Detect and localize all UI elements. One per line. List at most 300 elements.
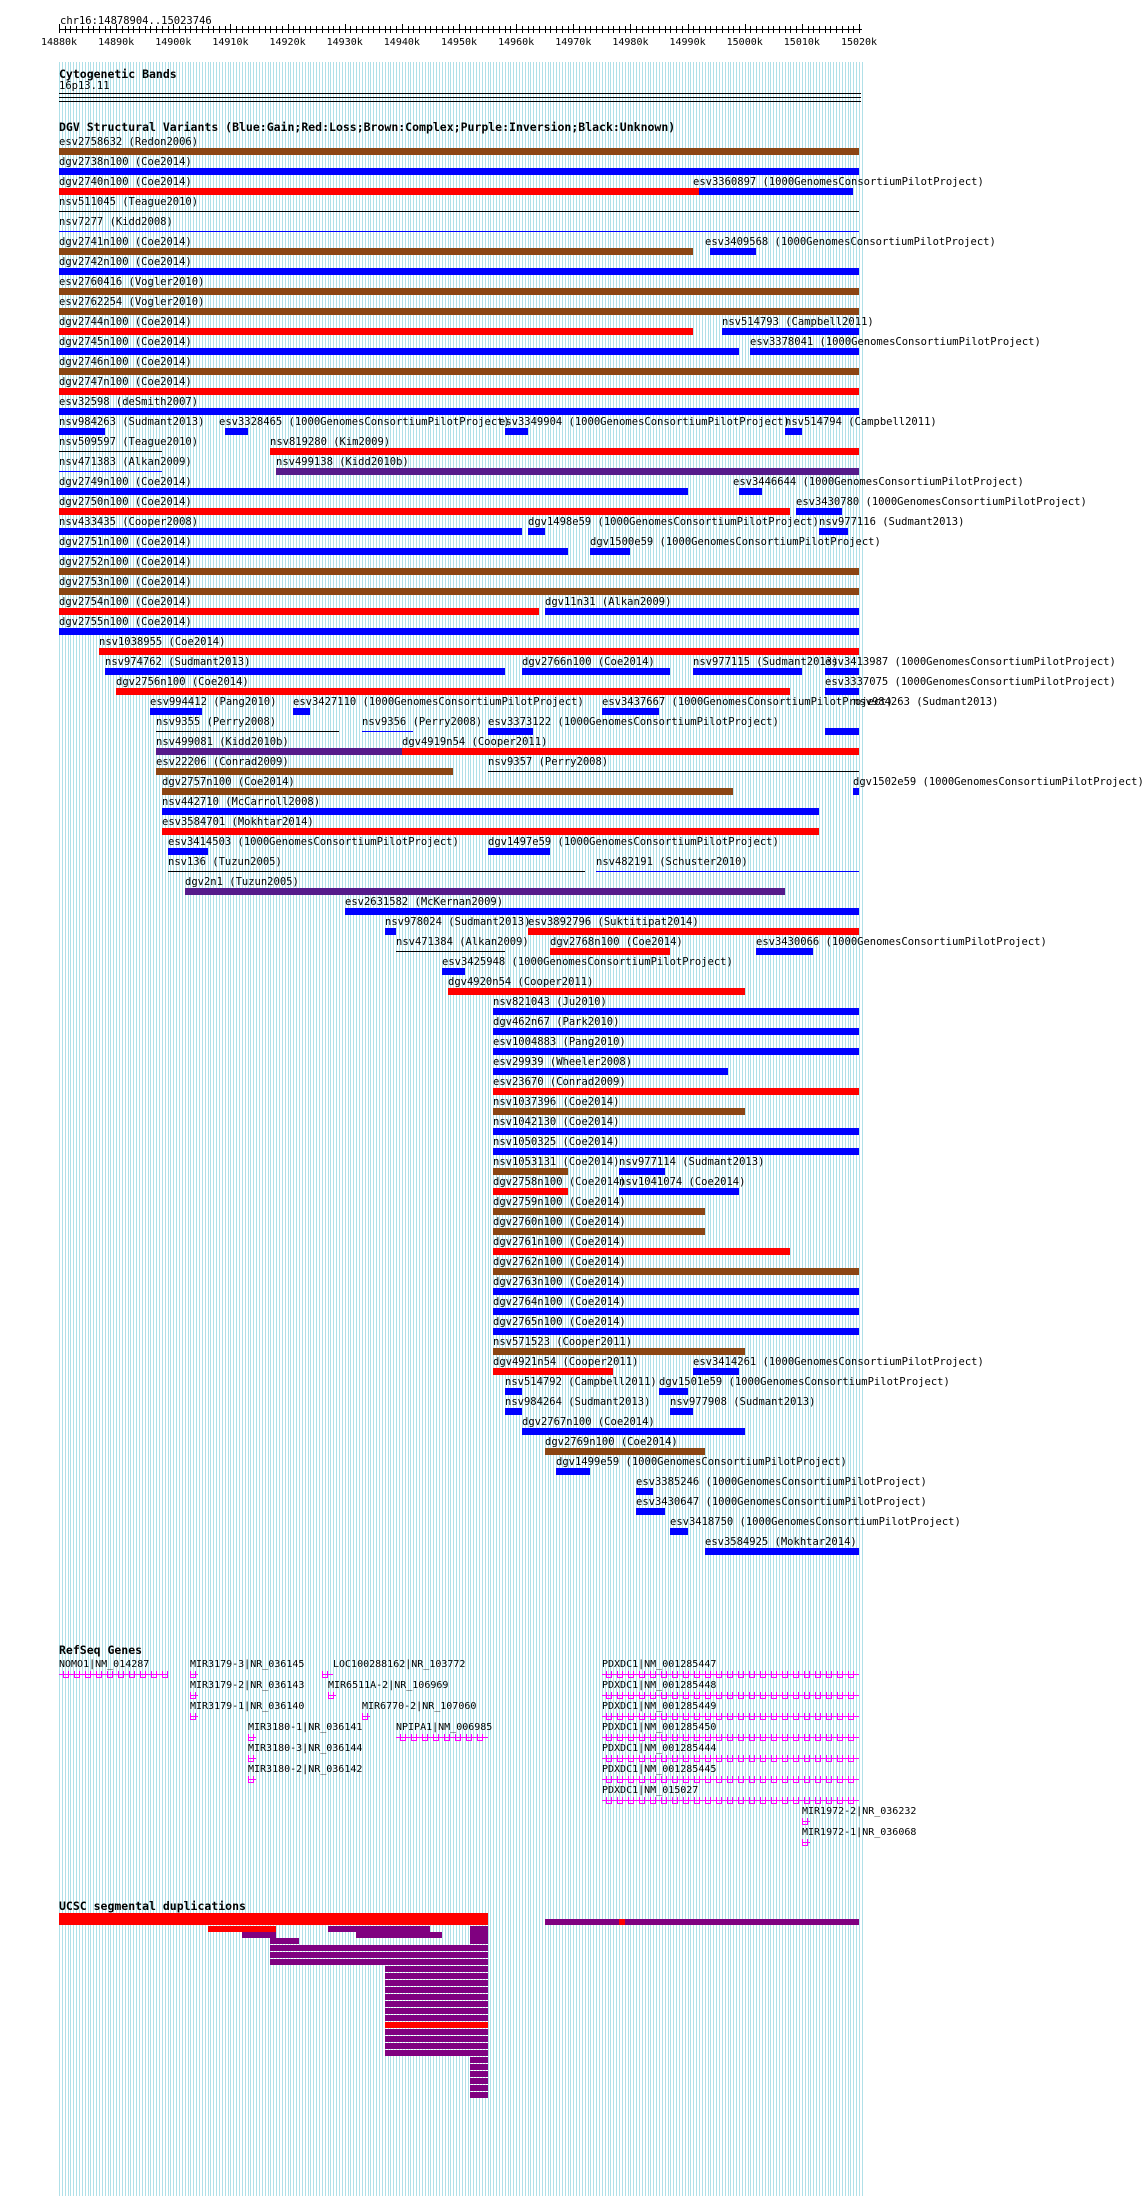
gene-model[interactable] <box>396 1737 488 1738</box>
variant-bar[interactable] <box>545 1448 705 1455</box>
variant-label[interactable]: dgv2756n100 (Coe2014) <box>116 676 249 688</box>
variant-bar[interactable] <box>796 508 842 515</box>
variant-label[interactable]: nsv471383 (Alkan2009) <box>59 456 192 468</box>
variant-bar[interactable] <box>493 1348 745 1355</box>
variant-bar[interactable] <box>225 428 248 435</box>
variant-bar[interactable] <box>168 848 208 855</box>
variant-bar[interactable] <box>693 1368 739 1375</box>
variant-label[interactable]: nsv974762 (Sudmant2013) <box>105 656 251 668</box>
segdup-bar[interactable] <box>470 1938 488 1944</box>
variant-label[interactable]: dgv2764n100 (Coe2014) <box>493 1296 626 1308</box>
variant-label[interactable]: dgv2n1 (Tuzun2005) <box>185 876 299 888</box>
variant-label[interactable]: nsv977116 (Sudmant2013) <box>819 516 965 528</box>
segdup-bar[interactable] <box>676 1919 688 1925</box>
variant-bar[interactable] <box>59 408 859 415</box>
variant-label[interactable]: esv1004883 (Pang2010) <box>493 1036 626 1048</box>
variant-label[interactable]: dgv2749n100 (Coe2014) <box>59 476 192 488</box>
cytoband-value: 16p13.11 <box>59 80 110 92</box>
variant-label[interactable]: nsv7277 (Kidd2008) <box>59 216 173 228</box>
variant-label[interactable]: nsv1038955 (Coe2014) <box>99 636 226 648</box>
variant-bar[interactable] <box>493 1288 859 1295</box>
segdup-bar[interactable] <box>470 2057 488 2063</box>
variant-bar[interactable] <box>59 308 859 315</box>
variant-bar[interactable] <box>59 471 162 472</box>
variant-label[interactable]: esv2760416 (Vogler2010) <box>59 276 205 288</box>
variant-bar[interactable] <box>156 748 402 755</box>
variant-label[interactable]: esv3373122 (1000GenomesConsortiumPilotProject) <box>488 716 779 728</box>
gene-exon <box>672 1671 678 1678</box>
variant-bar[interactable] <box>402 748 859 755</box>
variant-bar[interactable] <box>488 728 533 735</box>
variant-bar[interactable] <box>693 668 802 675</box>
variant-bar[interactable] <box>493 1008 859 1015</box>
variant-bar[interactable] <box>493 1188 568 1195</box>
variant-label[interactable]: esv3427110 (1000GenomesConsortiumPilotProject) <box>293 696 584 708</box>
variant-label[interactable]: nsv1041074 (Coe2014) <box>619 1176 746 1188</box>
gene-label[interactable]: PDXDC1|NM_001285450 <box>602 1722 717 1733</box>
variant-bar[interactable] <box>270 448 859 455</box>
variant-bar[interactable] <box>493 1168 568 1175</box>
variant-bar[interactable] <box>522 668 670 675</box>
variant-label[interactable]: dgv11n31 (Alkan2009) <box>545 596 672 608</box>
segdup-bar[interactable] <box>385 2015 488 2021</box>
gene-exon <box>617 1671 623 1678</box>
variant-label[interactable]: esv3360897 (1000GenomesConsortiumPilotProject) <box>693 176 984 188</box>
gene-label[interactable]: MIR3179-1|NR_036140 <box>190 1701 305 1712</box>
gene-label[interactable]: PDXDC1|NM_001285447 <box>602 1659 717 1670</box>
variant-label[interactable]: dgv1497e59 (1000GenomesConsortiumPilotProject) <box>488 836 779 848</box>
gene-exon <box>129 1671 135 1678</box>
gene-exon <box>628 1713 634 1720</box>
variant-bar[interactable] <box>785 428 802 435</box>
variant-bar[interactable] <box>59 211 859 212</box>
variant-bar[interactable] <box>162 808 819 815</box>
variant-label[interactable]: nsv442710 (McCarroll2008) <box>162 796 321 808</box>
variant-label[interactable]: dgv2745n100 (Coe2014) <box>59 336 192 348</box>
gene-label[interactable]: PDXDC1|NM_001285448 <box>602 1680 717 1691</box>
variant-bar[interactable] <box>276 468 859 475</box>
variant-label[interactable]: dgv2747n100 (Coe2014) <box>59 376 192 388</box>
variant-label[interactable]: esv29939 (Wheeler2008) <box>493 1056 633 1068</box>
variant-label[interactable]: dgv2761n100 (Coe2014) <box>493 1236 626 1248</box>
variant-bar[interactable] <box>156 768 453 775</box>
variant-label[interactable]: nsv9356 (Perry2008) <box>362 716 483 728</box>
gene-label[interactable]: PDXDC1|NM_001285445 <box>602 1764 717 1775</box>
variant-bar[interactable] <box>185 888 785 895</box>
variant-label[interactable]: nsv514792 (Campbell2011) <box>505 1376 657 1388</box>
variant-bar[interactable] <box>448 988 745 995</box>
variant-bar[interactable] <box>59 628 859 635</box>
variant-bar[interactable] <box>699 188 853 195</box>
gene-label[interactable]: LOC100288162|NR_103772 <box>333 1659 466 1670</box>
variant-label[interactable]: dgv2753n100 (Coe2014) <box>59 576 192 588</box>
variant-bar[interactable] <box>59 508 790 515</box>
segdup-bar[interactable] <box>385 2008 488 2014</box>
variant-bar[interactable] <box>493 1068 728 1075</box>
variant-bar[interactable] <box>59 608 539 615</box>
segdup-bar[interactable] <box>385 1980 488 1986</box>
variant-bar[interactable] <box>590 548 630 555</box>
variant-label[interactable]: esv3409568 (1000GenomesConsortiumPilotProject) <box>705 236 996 248</box>
variant-label[interactable]: dgv2755n100 (Coe2014) <box>59 616 192 628</box>
variant-bar[interactable] <box>442 968 465 975</box>
variant-bar[interactable] <box>116 688 790 695</box>
segdup-bar[interactable] <box>385 1994 488 2000</box>
segdup-bar[interactable] <box>270 1952 488 1958</box>
variant-bar[interactable] <box>59 288 859 295</box>
variant-label[interactable]: dgv2759n100 (Coe2014) <box>493 1196 626 1208</box>
variant-bar[interactable] <box>156 731 339 732</box>
variant-bar[interactable] <box>493 1028 859 1035</box>
variant-label[interactable]: esv3584701 (Mokhtar2014) <box>162 816 314 828</box>
variant-label[interactable]: nsv977114 (Sudmant2013) <box>619 1156 765 1168</box>
variant-bar[interactable] <box>59 548 568 555</box>
segdup-bar[interactable] <box>385 1966 488 1972</box>
variant-bar[interactable] <box>756 948 813 955</box>
variant-label[interactable]: nsv514793 (Campbell2011) <box>722 316 874 328</box>
variant-bar[interactable] <box>556 1468 590 1475</box>
variant-bar[interactable] <box>385 928 396 935</box>
variant-label[interactable]: dgv2769n100 (Coe2014) <box>545 1436 678 1448</box>
gene-label[interactable]: NPIPA1|NM_006985 <box>396 1722 493 1733</box>
variant-label[interactable]: esv3437667 (1000GenomesConsortiumPilotProject) <box>602 696 893 708</box>
segdup-bar[interactable] <box>59 1919 488 1925</box>
variant-bar[interactable] <box>105 668 505 675</box>
variant-bar[interactable] <box>722 328 859 335</box>
variant-label[interactable]: esv3414261 (1000GenomesConsortiumPilotProject) <box>693 1356 984 1368</box>
gene-label[interactable]: PDXDC1|NM_001285444 <box>602 1743 717 1754</box>
variant-label[interactable]: dgv2766n100 (Coe2014) <box>522 656 655 668</box>
variant-label[interactable]: dgv2740n100 (Coe2014) <box>59 176 192 188</box>
variant-label[interactable]: esv3328465 (1000GenomesConsortiumPilotProject) <box>219 416 510 428</box>
variant-bar[interactable] <box>505 428 528 435</box>
variant-bar[interactable] <box>705 1548 859 1555</box>
variant-label[interactable]: dgv2754n100 (Coe2014) <box>59 596 192 608</box>
segdup-bar[interactable] <box>470 2092 488 2098</box>
variant-bar[interactable] <box>739 488 762 495</box>
variant-label[interactable]: nsv499081 (Kidd2010b) <box>156 736 289 748</box>
segdup-bar[interactable] <box>385 1973 488 1979</box>
variant-bar[interactable] <box>493 1048 859 1055</box>
variant-bar[interactable] <box>162 828 819 835</box>
gene-label[interactable]: MIR1972-1|NR_036068 <box>802 1827 917 1838</box>
variant-label[interactable]: dgv2751n100 (Coe2014) <box>59 536 192 548</box>
variant-label[interactable]: esv3349904 (1000GenomesConsortiumPilotProject) <box>499 416 790 428</box>
variant-bar[interactable] <box>550 948 670 955</box>
variant-bar[interactable] <box>493 1368 613 1375</box>
gene-exon <box>782 1797 788 1804</box>
variant-bar[interactable] <box>59 588 859 595</box>
segdup-bar[interactable] <box>270 1959 488 1965</box>
gene-label[interactable]: MIR6511A-2|NR_106969 <box>328 1680 449 1691</box>
variant-bar[interactable] <box>528 928 859 935</box>
variant-label[interactable]: dgv2767n100 (Coe2014) <box>522 1416 655 1428</box>
variant-bar[interactable] <box>505 1388 522 1395</box>
gene-exon <box>815 1692 821 1699</box>
variant-label[interactable]: dgv2752n100 (Coe2014) <box>59 556 192 568</box>
segdup-bar[interactable] <box>385 2029 488 2035</box>
variant-label[interactable]: esv3430066 (1000GenomesConsortiumPilotProject) <box>756 936 1047 948</box>
variant-bar[interactable] <box>59 528 522 535</box>
gene-label[interactable]: MIR3180-2|NR_036142 <box>248 1764 363 1775</box>
variant-bar[interactable] <box>59 488 688 495</box>
segdup-bar[interactable] <box>470 2078 488 2084</box>
segdup-bar[interactable] <box>470 2071 488 2077</box>
variant-bar[interactable] <box>636 1488 653 1495</box>
segdup-bar[interactable] <box>270 1945 488 1951</box>
gene-label[interactable]: PDXDC1|NM_001285449 <box>602 1701 717 1712</box>
gene-label[interactable]: MIR6770-2|NR_107060 <box>362 1701 477 1712</box>
gene-exon <box>738 1671 744 1678</box>
variant-bar[interactable] <box>59 428 105 435</box>
gene-label[interactable]: MIR1972-2|NR_036232 <box>802 1806 917 1817</box>
segdup-bar[interactable] <box>385 2001 488 2007</box>
variant-bar[interactable] <box>493 1268 859 1275</box>
gene-exon <box>837 1734 843 1741</box>
variant-label[interactable]: nsv977908 (Sudmant2013) <box>670 1396 816 1408</box>
variant-label[interactable]: esv2762254 (Vogler2010) <box>59 296 205 308</box>
variant-label[interactable]: dgv2765n100 (Coe2014) <box>493 1316 626 1328</box>
variant-bar[interactable] <box>493 1228 705 1235</box>
gene-exon <box>672 1776 678 1783</box>
variant-bar[interactable] <box>59 568 859 575</box>
variant-bar[interactable] <box>493 1108 745 1115</box>
variant-label[interactable]: dgv1499e59 (1000GenomesConsortiumPilotProject) <box>556 1456 847 1468</box>
variant-label[interactable]: esv22206 (Conrad2009) <box>156 756 289 768</box>
variant-bar[interactable] <box>59 248 693 255</box>
gene-label[interactable]: MIR3179-3|NR_036145 <box>190 1659 305 1670</box>
variant-bar[interactable] <box>670 1408 693 1415</box>
variant-bar[interactable] <box>99 648 859 655</box>
variant-label[interactable]: dgv2768n100 (Coe2014) <box>550 936 683 948</box>
variant-label[interactable]: nsv1037396 (Coe2014) <box>493 1096 620 1108</box>
variant-bar[interactable] <box>659 1388 688 1395</box>
variant-label[interactable]: esv3892796 (Suktitipat2014) <box>528 916 699 928</box>
variant-bar[interactable] <box>488 848 550 855</box>
variant-label[interactable]: nsv1042130 (Coe2014) <box>493 1116 620 1128</box>
segdup-bar[interactable] <box>385 1987 488 1993</box>
gene-exon <box>716 1713 722 1720</box>
segdup-bar[interactable] <box>356 1932 442 1938</box>
gene-exon <box>694 1692 700 1699</box>
variant-bar[interactable] <box>488 771 859 772</box>
variant-bar[interactable] <box>493 1328 859 1335</box>
segdup-bar[interactable] <box>270 1938 299 1944</box>
variant-bar[interactable] <box>522 1428 745 1435</box>
variant-bar[interactable] <box>362 731 413 732</box>
variant-bar[interactable] <box>59 148 859 155</box>
segdup-bar[interactable] <box>385 2043 488 2049</box>
gene-exon <box>782 1734 788 1741</box>
ruler-tick-label: 14880k <box>40 37 78 48</box>
variant-label[interactable]: nsv499138 (Kidd2010b) <box>276 456 409 468</box>
variant-label[interactable]: esv3337075 (1000GenomesConsortiumPilotProject) <box>825 676 1116 688</box>
variant-label[interactable]: esv3584925 (Mokhtar2014) <box>705 1536 857 1548</box>
gene-exon <box>683 1755 689 1762</box>
gene-exon <box>727 1713 733 1720</box>
variant-bar[interactable] <box>493 1128 859 1135</box>
ruler[interactable] <box>0 0 890 60</box>
gene-label[interactable]: MIR3180-1|NR_036141 <box>248 1722 363 1733</box>
gene-exon <box>716 1797 722 1804</box>
variant-bar[interactable] <box>168 871 585 872</box>
variant-label[interactable]: nsv511045 (Teague2010) <box>59 196 199 208</box>
variant-label[interactable]: dgv2744n100 (Coe2014) <box>59 316 192 328</box>
variant-bar[interactable] <box>493 1248 790 1255</box>
gene-exon <box>628 1734 634 1741</box>
variant-label[interactable]: esv3430780 (1000GenomesConsortiumPilotProject) <box>796 496 1087 508</box>
variant-label[interactable]: nsv571523 (Cooper2011) <box>493 1336 633 1348</box>
variant-bar[interactable] <box>493 1208 705 1215</box>
variant-bar[interactable] <box>345 908 859 915</box>
gene-label[interactable]: PDXDC1|NM_015027 <box>602 1785 699 1796</box>
variant-bar[interactable] <box>162 788 733 795</box>
variant-bar[interactable] <box>596 871 859 872</box>
variant-bar[interactable] <box>825 728 859 735</box>
gene-exon <box>190 1692 196 1699</box>
variant-label[interactable]: dgv1498e59 (1000GenomesConsortiumPilotProject) <box>528 516 819 528</box>
variant-label[interactable]: dgv2757n100 (Coe2014) <box>162 776 295 788</box>
gene-exon <box>760 1692 766 1699</box>
segdup-bar[interactable] <box>470 2064 488 2070</box>
variant-bar[interactable] <box>59 328 693 335</box>
variant-bar[interactable] <box>59 231 859 232</box>
variant-label[interactable]: esv32598 (deSmith2007) <box>59 396 199 408</box>
variant-bar[interactable] <box>528 528 545 535</box>
gene-label[interactable]: NOMO1|NM_014287 <box>59 1659 150 1670</box>
variant-bar[interactable] <box>602 708 659 715</box>
gene-label[interactable]: MIR3180-3|NR_036144 <box>248 1743 363 1754</box>
segdup-bar[interactable] <box>619 1919 625 1925</box>
variant-label[interactable]: esv3378041 (1000GenomesConsortiumPilotProject) <box>750 336 1041 348</box>
gene-exon <box>771 1734 777 1741</box>
variant-label[interactable]: esv3385246 (1000GenomesConsortiumPilotProject) <box>636 1476 927 1488</box>
variant-bar[interactable] <box>59 168 859 175</box>
variant-label[interactable]: dgv462n67 (Park2010) <box>493 1016 620 1028</box>
segdup-bar[interactable] <box>385 2050 488 2056</box>
variant-bar[interactable] <box>59 348 739 355</box>
variant-label[interactable]: dgv1502e59 (1000GenomesConsortiumPilotProject) <box>853 776 1144 788</box>
segdup-bar[interactable] <box>385 2036 488 2042</box>
variant-bar[interactable] <box>293 708 310 715</box>
gene-exon <box>694 1755 700 1762</box>
variant-label[interactable]: nsv509597 (Teague2010) <box>59 436 199 448</box>
variant-bar[interactable] <box>619 1188 739 1195</box>
variant-label[interactable]: dgv2741n100 (Coe2014) <box>59 236 192 248</box>
variant-label[interactable]: nsv1053131 (Coe2014) <box>493 1156 620 1168</box>
gene-exon <box>826 1713 832 1720</box>
variant-bar[interactable] <box>825 668 859 675</box>
variant-label[interactable]: nsv984263 (Sudmant2013) <box>59 416 205 428</box>
segdup-bar[interactable] <box>385 2022 488 2028</box>
variant-label[interactable]: esv2631582 (McKernan2009) <box>345 896 504 908</box>
variant-label[interactable]: nsv9357 (Perry2008) <box>488 756 609 768</box>
variant-label[interactable]: nsv984263 (Sudmant2013) <box>853 696 999 708</box>
gene-exon <box>639 1755 645 1762</box>
variant-label[interactable]: dgv2746n100 (Coe2014) <box>59 356 192 368</box>
variant-label[interactable]: dgv2738n100 (Coe2014) <box>59 156 192 168</box>
variant-bar[interactable] <box>493 1308 859 1315</box>
variant-bar[interactable] <box>670 1528 688 1535</box>
variant-bar[interactable] <box>819 528 848 535</box>
variant-label[interactable]: esv3446644 (1000GenomesConsortiumPilotProject) <box>733 476 1024 488</box>
variant-bar[interactable] <box>710 248 756 255</box>
variant-label[interactable]: dgv2750n100 (Coe2014) <box>59 496 192 508</box>
variant-label[interactable]: dgv2758n100 (Coe2014) <box>493 1176 626 1188</box>
variant-bar[interactable] <box>59 368 859 375</box>
variant-label[interactable]: nsv821043 (Ju2010) <box>493 996 607 1008</box>
variant-bar[interactable] <box>853 788 859 795</box>
variant-label[interactable]: nsv1050325 (Coe2014) <box>493 1136 620 1148</box>
variant-label[interactable]: nsv514794 (Campbell2011) <box>785 416 937 428</box>
variant-label[interactable]: esv994412 (Pang2010) <box>150 696 277 708</box>
variant-label[interactable]: dgv4921n54 (Cooper2011) <box>493 1356 639 1368</box>
gene-exon <box>661 1713 667 1720</box>
variant-label[interactable]: nsv978024 (Sudmant2013) <box>385 916 531 928</box>
variant-label[interactable]: dgv1500e59 (1000GenomesConsortiumPilotProject) <box>590 536 881 548</box>
variant-label[interactable]: dgv2762n100 (Coe2014) <box>493 1256 626 1268</box>
variant-label[interactable]: esv3414503 (1000GenomesConsortiumPilotProject) <box>168 836 459 848</box>
variant-bar[interactable] <box>493 1148 859 1155</box>
variant-label[interactable]: dgv1501e59 (1000GenomesConsortiumPilotProject) <box>659 1376 950 1388</box>
variant-label[interactable]: nsv433435 (Cooper2008) <box>59 516 199 528</box>
variant-label[interactable]: nsv977115 (Sudmant2013) <box>693 656 839 668</box>
variant-bar[interactable] <box>825 688 859 695</box>
variant-bar[interactable] <box>619 1168 665 1175</box>
gene-exon <box>848 1692 854 1699</box>
variant-bar[interactable] <box>59 268 859 275</box>
variant-bar[interactable] <box>493 1088 859 1095</box>
variant-label[interactable]: nsv471384 (Alkan2009) <box>396 936 529 948</box>
variant-label[interactable]: esv3425948 (1000GenomesConsortiumPilotProject) <box>442 956 733 968</box>
gene-exon <box>661 1755 667 1762</box>
segdup-bar[interactable] <box>545 1919 859 1925</box>
variant-bar[interactable] <box>545 608 859 615</box>
variant-label[interactable]: esv3418750 (1000GenomesConsortiumPilotProject) <box>670 1516 961 1528</box>
variant-label[interactable]: dgv2763n100 (Coe2014) <box>493 1276 626 1288</box>
gene-label[interactable]: MIR3179-2|NR_036143 <box>190 1680 305 1691</box>
variant-label[interactable]: nsv984264 (Sudmant2013) <box>505 1396 651 1408</box>
variant-bar[interactable] <box>750 348 859 355</box>
variant-label[interactable]: esv3413987 (1000GenomesConsortiumPilotProject) <box>825 656 1116 668</box>
variant-label[interactable]: esv3430647 (1000GenomesConsortiumPilotProject) <box>636 1496 927 1508</box>
gene-exon <box>749 1734 755 1741</box>
variant-label[interactable]: dgv2742n100 (Coe2014) <box>59 256 192 268</box>
gene-exon <box>727 1734 733 1741</box>
variant-bar[interactable] <box>150 708 202 715</box>
variant-label[interactable]: dgv4919n54 (Cooper2011) <box>402 736 548 748</box>
gene-exon <box>738 1797 744 1804</box>
variant-bar[interactable] <box>396 951 505 952</box>
variant-label[interactable]: nsv819280 (Kim2009) <box>270 436 391 448</box>
variant-label[interactable]: dgv2760n100 (Coe2014) <box>493 1216 626 1228</box>
variant-label[interactable]: nsv9355 (Perry2008) <box>156 716 277 728</box>
gene-exon <box>727 1776 733 1783</box>
variant-bar[interactable] <box>59 188 699 195</box>
variant-bar[interactable] <box>59 388 859 395</box>
variant-label[interactable]: dgv4920n54 (Cooper2011) <box>448 976 594 988</box>
variant-bar[interactable] <box>505 1408 522 1415</box>
variant-label[interactable]: nsv136 (Tuzun2005) <box>168 856 282 868</box>
variant-label[interactable]: nsv482191 (Schuster2010) <box>596 856 748 868</box>
variant-label[interactable]: esv2758632 (Redon2006) <box>59 136 199 148</box>
variant-bar[interactable] <box>59 451 162 452</box>
variant-label[interactable]: esv23670 (Conrad2009) <box>493 1076 626 1088</box>
variant-bar[interactable] <box>636 1508 665 1515</box>
segdup-bar[interactable] <box>470 2085 488 2091</box>
gene-exon <box>848 1776 854 1783</box>
gene-exon <box>694 1734 700 1741</box>
